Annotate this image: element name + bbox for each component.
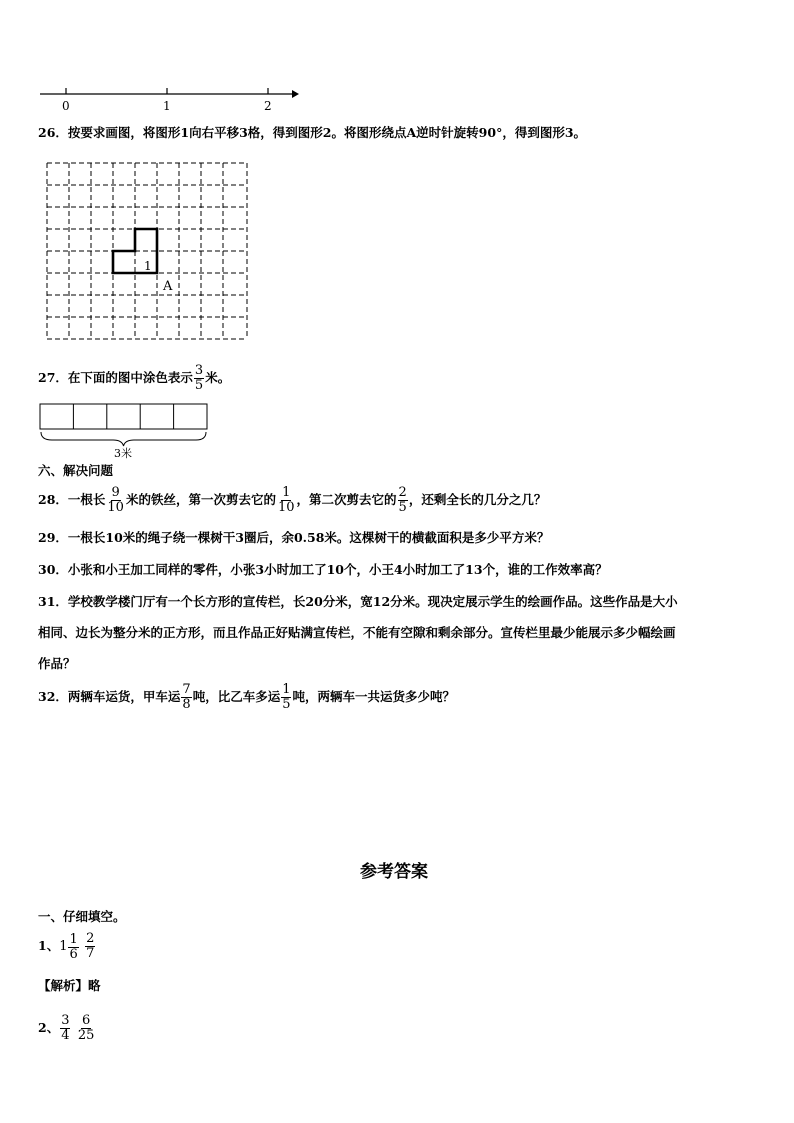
q28-part3: ，第二次剪去它的	[296, 492, 397, 507]
fraction-denominator: 10	[277, 500, 295, 515]
q28-part2: 米的铁丝，第一次剪去它的	[125, 492, 276, 507]
answer-2	[38, 1014, 96, 1043]
q27-suffix: 米。	[205, 370, 231, 385]
question-26: 26．按要求画图，将图形1向右平移3格，得到图形2。将图形绕点A逆时针旋转90°，得到图形3。	[38, 125, 587, 140]
number-line-label-2: 2	[264, 99, 272, 113]
grid-figure	[44, 160, 250, 344]
number-line-label-1: 1	[163, 99, 171, 113]
q32-part3: 吨，两辆车一共运货多少吨？	[292, 689, 455, 704]
mixed-number	[59, 933, 80, 962]
fraction-denominator: 5	[194, 378, 204, 393]
question-31-line-2: 相同、边长为整分米的正方形，而且作品正好贴满宣传栏，不能有空隙和剩余部分。宣传栏里最少能展示多少幅绘画	[38, 625, 676, 640]
mixed-number-whole: 1	[59, 939, 68, 954]
fraction-denominator: 10	[107, 500, 124, 515]
fraction	[181, 683, 191, 712]
question-31-line-1: 31．学校教学楼门厅有一个长方形的宣传栏，长20分米，宽12分米。现决定展示学生的绘画作品。这些作品是大小	[38, 594, 678, 609]
question-29: 29．一根长10米的绳子绕一棵树干3圈后，余0.58米。这棵树干的横截面积是多少平方米？	[38, 530, 550, 545]
fraction	[106, 486, 125, 515]
five-part-bar	[38, 400, 212, 462]
number-line-label-0: 0	[62, 99, 70, 113]
q28-part4: ，还剩全长的几分之几？	[408, 492, 547, 507]
fraction-denominator: 8	[182, 697, 191, 712]
answer-1	[38, 932, 96, 962]
section-6-heading: 六、解决问题	[38, 463, 114, 478]
fraction	[77, 1014, 96, 1043]
fraction	[60, 1014, 70, 1043]
answers-section-1-heading: 一、仔细填空。	[38, 909, 126, 924]
answer-1-note: 【解析】略	[38, 978, 101, 993]
fraction-numerator: 9	[111, 485, 120, 500]
brace-label: 3米	[114, 447, 132, 460]
answer-2-label: 2、	[38, 1020, 60, 1035]
fraction-numerator: 7	[182, 682, 191, 697]
question-27	[38, 364, 230, 393]
fraction-denominator: 5	[282, 697, 291, 712]
fraction-numerator: 6	[81, 1013, 91, 1028]
question-30: 30．小张和小王加工同样的零件，小张3小时加工了10个，小王4小时加工了13个，谁的工作效率高？	[38, 562, 608, 577]
fraction-denominator: 4	[61, 1028, 70, 1043]
fraction-numerator: 1	[282, 485, 291, 500]
q32-part2: 吨，比乙车多运	[192, 689, 281, 704]
q32-part1: 32．两辆车运货，甲车运	[38, 689, 181, 704]
answer-1-label: 1、	[38, 938, 60, 953]
answers-title: 参考答案	[360, 862, 428, 882]
fraction	[68, 933, 78, 962]
fraction-denominator: 5	[398, 500, 407, 515]
fraction-numerator: 3	[194, 363, 204, 378]
fraction-numerator: 2	[398, 485, 407, 500]
fraction-numerator: 3	[61, 1013, 70, 1028]
fraction	[281, 683, 291, 712]
q27-prefix: 27．在下面的图中涂色表示	[38, 370, 193, 385]
fraction-numerator: 1	[69, 931, 78, 947]
brace	[41, 432, 206, 446]
question-32	[38, 683, 455, 712]
q28-part1: 28．一根长	[38, 492, 106, 507]
fraction-denominator: 6	[69, 946, 78, 962]
question-28	[38, 486, 546, 515]
number-line	[38, 84, 300, 116]
fraction-denominator: 25	[77, 1028, 95, 1043]
fraction-denominator: 7	[86, 946, 95, 961]
fraction	[277, 486, 296, 515]
fraction	[398, 486, 408, 515]
shape-1-label: 1	[144, 259, 152, 273]
fraction	[85, 932, 95, 961]
question-31-line-3: 作品？	[38, 656, 76, 671]
fraction-numerator: 1	[282, 682, 291, 697]
fraction	[194, 364, 204, 393]
fraction-numerator: 2	[86, 931, 95, 946]
point-a-label: A	[163, 279, 173, 294]
